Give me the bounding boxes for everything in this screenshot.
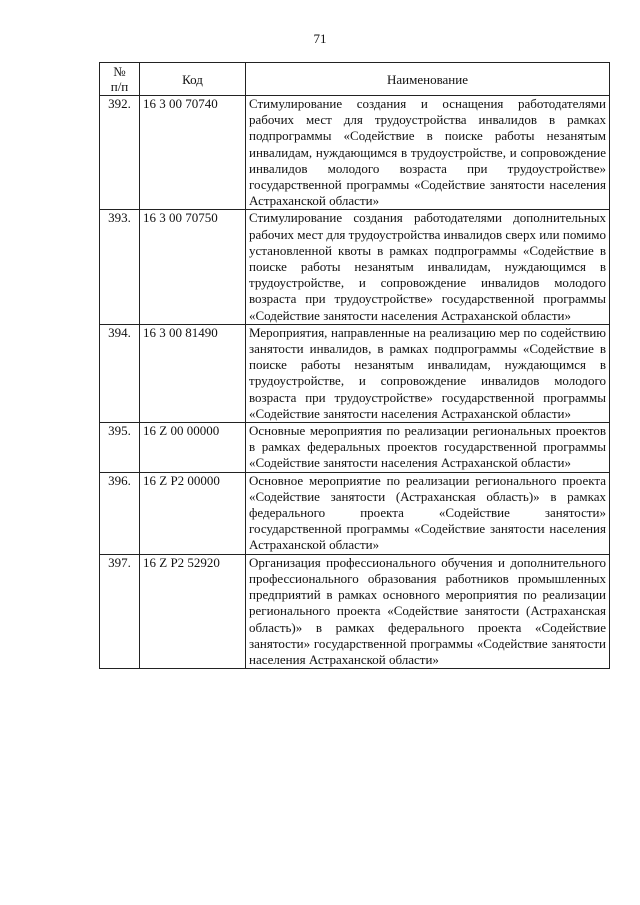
header-code: Код: [140, 63, 246, 96]
row-name: Мероприятия, направленные на реализацию мер по содействию занятости инвалидов, в рамках подпрограммы «Содействие в поиске работы незанятым инвалидам, нуждающимся в трудоустройстве, и сопровождение инвалидов молодого возраста при трудоустройстве» государственной программы «Содействие занятости населения Астраханской области»: [246, 324, 610, 422]
row-code: 16 3 00 70750: [140, 210, 246, 324]
row-code: 16 3 00 70740: [140, 96, 246, 210]
row-number: 395.: [100, 423, 140, 473]
row-name: Основное мероприятие по реализации регионального проекта «Содействие занятости (Астраханская область)» в рамках федерального проекта «Содействие занятости» государственной программы «Содействие занятости населения Астраханской области»: [246, 472, 610, 554]
table-row: [100, 96, 610, 210]
budget-classification-table: [99, 62, 610, 669]
row-number: 394.: [100, 324, 140, 422]
row-code: 16 Z P2 52920: [140, 554, 246, 668]
table-row: [100, 324, 610, 422]
row-name: Стимулирование создания и оснащения работодателями рабочих мест для трудоустройства инвалидов в рамках подпрограммы «Содействие в поиске работы незанятым инвалидам, нуждающимся в трудоустройстве, и сопровождение инвалидов молодого возраста при трудоустройстве» государственной программы «Содействие занятости населения Астраханской области»: [246, 96, 610, 210]
table-row: [100, 554, 610, 668]
row-code: 16 Z P2 00000: [140, 472, 246, 554]
page-number: 71: [313, 31, 327, 46]
header-name: Наименование: [246, 63, 610, 96]
table-row: [100, 210, 610, 324]
header-number: [100, 63, 140, 96]
table-row: [100, 472, 610, 554]
header-number-label: № п/п: [110, 64, 129, 94]
row-number: 397.: [100, 554, 140, 668]
row-code: 16 3 00 81490: [140, 324, 246, 422]
row-number: 396.: [100, 472, 140, 554]
table-row: [100, 423, 610, 473]
row-number: 392.: [100, 96, 140, 210]
row-code: 16 Z 00 00000: [140, 423, 246, 473]
table-header-row: [100, 63, 610, 96]
row-name: Стимулирование создания работодателями дополнительных рабочих мест для трудоустройства инвалидов сверх или помимо установленной квоты в рамках подпрограммы «Содействие в поиске работы незанятым инвалидам, нуждающимся в трудоустройстве, и сопровождение инвалидов молодого возраста при трудоустройстве» государственной программы «Содействие занятости населения Астраханской области»: [246, 210, 610, 324]
row-name: Организация профессионального обучения и дополнительного профессионального образования работников промышленных предприятий в рамках основного мероприятия по реализации регионального проекта «Содействие занятости (Астраханская область)» в рамках федерального проекта «Содействие занятости» государственной программы «Содействие занятости населения Астраханской области»: [246, 554, 610, 668]
row-name: Основные мероприятия по реализации региональных проектов в рамках федеральных проектов государственной программы «Содействие занятости населения Астраханской области»: [246, 423, 610, 473]
row-number: 393.: [100, 210, 140, 324]
